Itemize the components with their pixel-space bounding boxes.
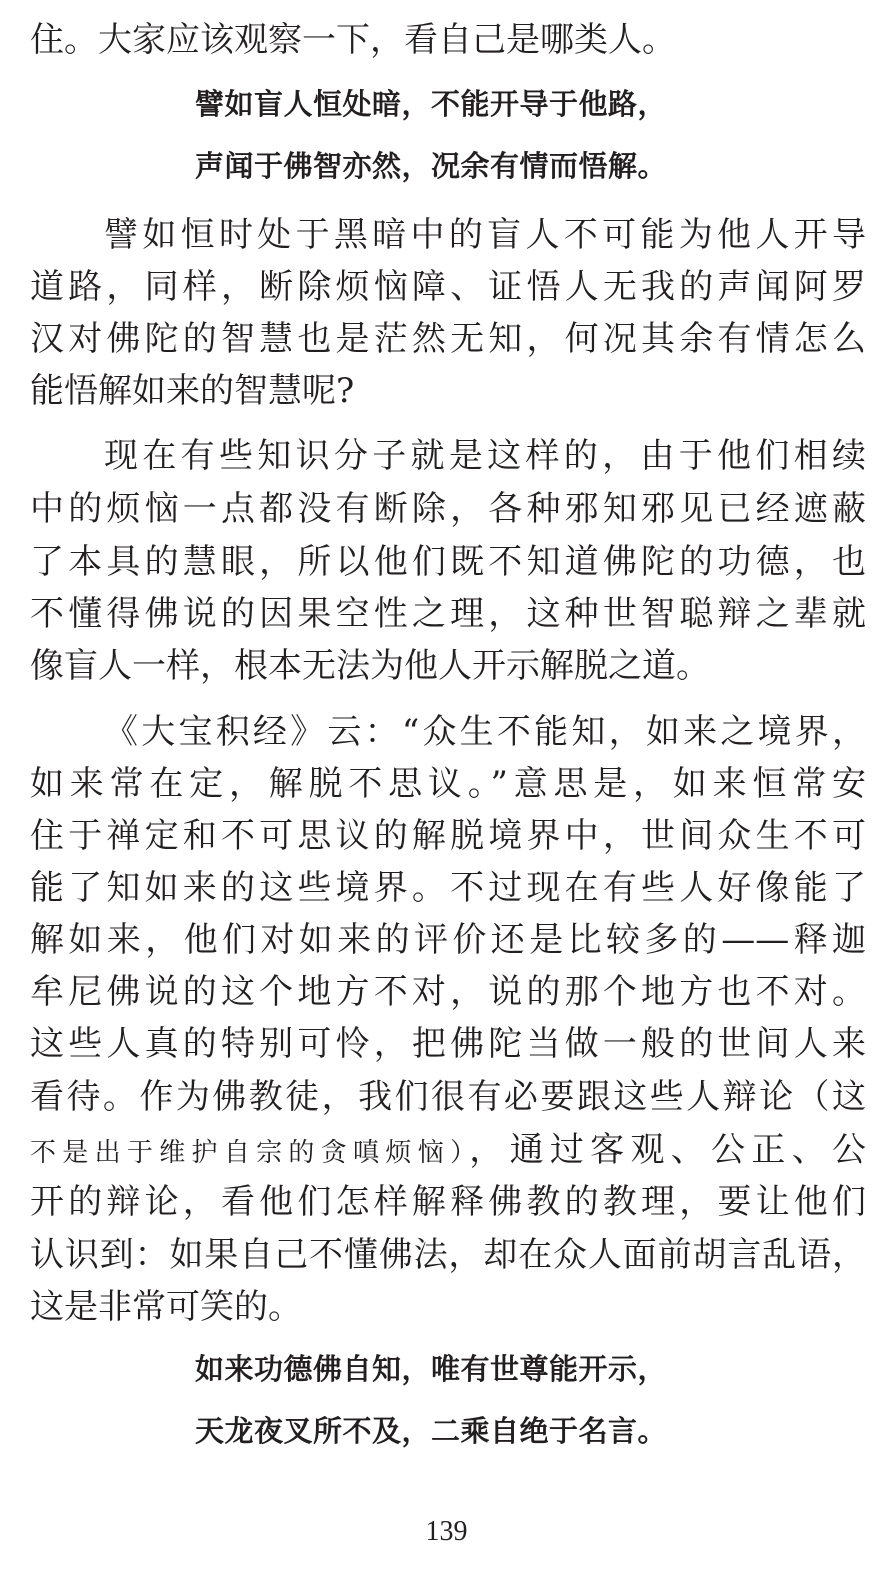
text-line: 譬如恒时处于黑暗中的盲人不可能为他人开导 <box>104 215 866 255</box>
text-line: 开的辩论，看他们怎样解释佛教的教理，要让他们 <box>30 1182 866 1222</box>
verse-line: 如来功德佛自知，唯有世尊能开示， <box>195 1352 668 1386</box>
text-line: 现在有些知识分子就是这样的，由于他们相续 <box>104 436 866 476</box>
text-line: 认识到：如果自己不懂佛法，却在众人面前胡言乱语， <box>30 1235 866 1275</box>
parenthetical-note: 不是出于维护自宗的贪嗔烦恼） <box>30 1138 470 1168</box>
text-line: 这是非常可笑的。 <box>30 1287 302 1327</box>
text-line: 能了知如来的这些境界。不过现在有些人好像能了 <box>30 868 866 908</box>
text-line: 汉对佛陀的智慧也是茫然无知，何况其余有情怎么 <box>30 319 866 359</box>
text-line: 解如来，他们对如来的评价还是比较多的——释迦 <box>30 920 866 960</box>
text-line: 看待。作为佛教徒，我们很有必要跟这些人辩论（这 <box>30 1077 866 1117</box>
verse-line: 譬如盲人恒处暗，不能开导于他路， <box>195 87 668 121</box>
text-line: 《大宝积经》云：“众生不能知，如来之境界， <box>104 712 866 752</box>
text-line: 住。大家应该观察一下，看自己是哪类人。 <box>30 20 676 60</box>
text-line: 了本具的慧眼，所以他们既不知道佛陀的功德，也 <box>30 542 866 582</box>
text-line: 这些人真的特别可怜，把佛陀当做一般的世间人来 <box>30 1024 866 1064</box>
verse-line: 天龙夜叉所不及，二乘自绝于名言。 <box>195 1414 668 1448</box>
verse-line: 声闻于佛智亦然，况余有情而悟解。 <box>195 149 668 183</box>
text-line: 中的烦恼一点都没有断除，各种邪知邪见已经遮蔽 <box>30 489 866 529</box>
text-line: 道路，同样，断除烦恼障、证悟人无我的声闻阿罗 <box>30 267 866 307</box>
page-number: 139 <box>425 1516 468 1547</box>
text-segment: ，通过客观、公正、公 <box>469 1130 866 1170</box>
text-line: 牟尼佛说的这个地方不对，说的那个地方也不对。 <box>30 972 866 1012</box>
text-line <box>30 1124 866 1176</box>
text-line: 住于禅定和不可思议的解脱境界中，世间众生不可 <box>30 816 866 856</box>
text-line: 像盲人一样，根本无法为他人开示解脱之道。 <box>30 646 710 686</box>
text-line: 能悟解如来的智慧呢? <box>30 371 355 411</box>
text-line: 如来常在定，解脱不思议。”意思是，如来恒常安 <box>30 764 866 804</box>
text-line: 不懂得佛说的因果空性之理，这种世智聪辩之辈就 <box>30 594 866 634</box>
